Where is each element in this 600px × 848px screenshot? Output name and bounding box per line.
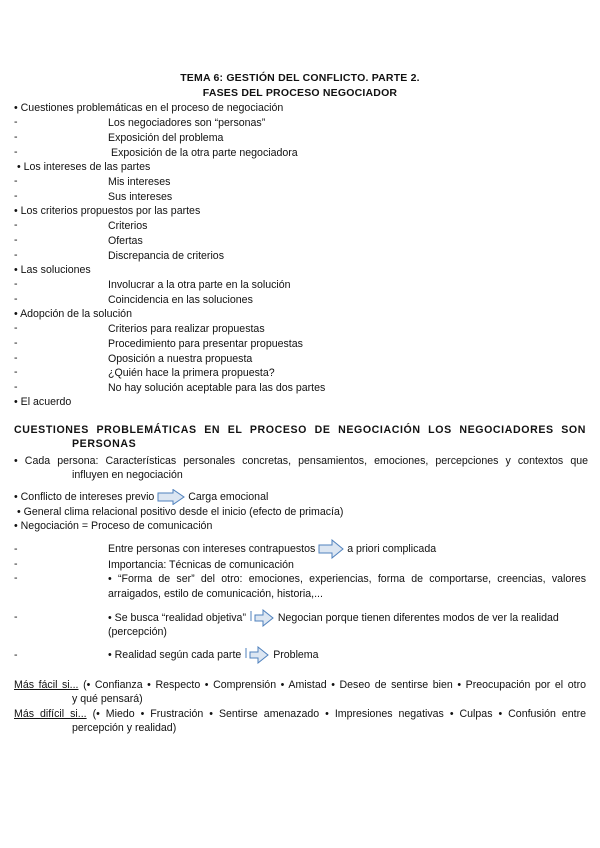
title-line-1: TEMA 6: GESTIÓN DEL CONFLICTO. PARTE 2. xyxy=(180,72,420,84)
cada-persona-line-1: • Cada persona: Características personales concretas, pensamientos, emociones, percepciones y contextos que xyxy=(14,455,588,467)
mas-dificil-label: Más difícil si... xyxy=(14,708,87,720)
mas-dificil-line-1 xyxy=(14,707,586,721)
outline-section-3: • Los criterios propuestos por las partes xyxy=(14,205,201,217)
conflicto-text: • Conflicto de intereses previo xyxy=(14,490,155,503)
outline-item: Los negociadores son “personas” xyxy=(108,117,266,129)
mas-facil-text: (• Confianza • Respecto • Comprensión • Amistad • Deseo de sentirse bien • Preocupación por el otro xyxy=(78,679,586,691)
dash: - xyxy=(14,293,18,305)
outline-item: Involucrar a la otra parte en la solución xyxy=(108,279,291,291)
dash: - xyxy=(14,219,18,231)
outline-item: Procedimiento para presentar propuestas xyxy=(108,338,303,350)
conflicto-line xyxy=(14,489,268,505)
realidad-segun-parte-line xyxy=(108,646,319,664)
right-arrow-icon xyxy=(318,539,344,559)
realidad-objetiva-line xyxy=(108,609,559,627)
dash: - xyxy=(14,278,18,290)
dash: - xyxy=(14,249,18,261)
negociacion-line: • Negociación = Proceso de comunicación xyxy=(14,520,213,532)
entre-personas-text: Entre personas con intereses contrapuestos xyxy=(108,542,316,555)
outline-section-6: • El acuerdo xyxy=(14,396,72,408)
outline-item: No hay solución aceptable para las dos partes xyxy=(108,382,326,394)
mas-facil-line-2: y qué pensará) xyxy=(72,693,143,705)
outline-item: Exposición de la otra parte negociadora xyxy=(111,147,298,159)
dash: - xyxy=(14,322,18,334)
right-arrow-icon xyxy=(249,609,275,627)
outline-item: Coincidencia en las soluciones xyxy=(108,294,253,306)
carga-emocional-text: Carga emocional xyxy=(188,490,269,503)
dash: - xyxy=(14,352,18,364)
realidad-objetiva-text: • Se busca “realidad objetiva” xyxy=(108,611,246,624)
outline-item: Criterios para realizar propuestas xyxy=(108,323,265,335)
title-line-2: FASES DEL PROCESO NEGOCIADOR xyxy=(202,87,398,99)
dash: - xyxy=(14,543,18,555)
importancia-line: Importancia: Técnicas de comunicación xyxy=(108,559,294,571)
dash: - xyxy=(14,116,18,128)
dash: - xyxy=(14,190,18,202)
section-heading-line-2: PERSONAS xyxy=(72,438,137,450)
entre-personas-line xyxy=(108,539,436,559)
outline-item: Discrepancia de criterios xyxy=(108,250,224,262)
right-arrow-icon xyxy=(244,646,270,664)
outline-section-4: • Las soluciones xyxy=(14,264,91,276)
outline-item: Ofertas xyxy=(108,235,143,247)
dash: - xyxy=(14,146,18,158)
problema-text: Problema xyxy=(273,648,319,661)
outline-item: Mis intereses xyxy=(108,176,171,188)
dash: - xyxy=(14,649,18,661)
dash: - xyxy=(14,572,18,584)
outline-section-2: • Los intereses de las partes xyxy=(17,161,151,173)
dash: - xyxy=(14,131,18,143)
dash: - xyxy=(14,558,18,570)
dash: - xyxy=(14,175,18,187)
mas-facil-label: Más fácil si... xyxy=(14,679,79,691)
outline-item: Exposición del problema xyxy=(108,132,224,144)
outline-item: Sus intereses xyxy=(108,191,173,203)
section-heading-line-1: CUESTIONES PROBLEMÁTICAS EN EL PROCESO DE NEGOCIACIÓN LOS NEGOCIADORES SON xyxy=(14,424,586,436)
mas-facil-line-1 xyxy=(14,678,586,692)
forma-de-ser-line-2: arraigados, estilo de comunicación, historia,... xyxy=(108,588,323,600)
clima-line: • General clima relacional positivo desde el inicio (efecto de primacía) xyxy=(17,506,344,518)
outline-item: Oposición a nuestra propuesta xyxy=(108,353,253,365)
a-priori-text: a priori complicada xyxy=(347,542,437,555)
mas-dificil-line-2: percepción y realidad) xyxy=(72,722,177,734)
negocian-text: Negocian porque tienen diferentes modos de ver la realidad xyxy=(277,611,559,624)
outline-section-5: • Adopción de la solución xyxy=(14,308,132,320)
dash: - xyxy=(14,611,18,623)
right-arrow-icon xyxy=(157,489,185,505)
realidad-segun-parte-text: • Realidad según cada parte xyxy=(108,648,242,661)
forma-de-ser-line-1: • “Forma de ser” del otro: emociones, experiencias, forma de comportarse, creencias, valores xyxy=(108,573,586,585)
dash: - xyxy=(14,381,18,393)
outline-item: ¿Quién hace la primera propuesta? xyxy=(108,367,275,379)
cada-persona-line-2: influyen en negociación xyxy=(72,469,183,481)
dash: - xyxy=(14,337,18,349)
outline-section-1: • Cuestiones problemáticas en el proceso de negociación xyxy=(14,102,284,114)
mas-dificil-text: (• Miedo • Frustración • Sentirse amenazado • Impresiones negativas • Culpas • Confusión entre xyxy=(86,708,586,720)
percepcion-line: (percepción) xyxy=(108,626,167,638)
outline-item: Criterios xyxy=(108,220,148,232)
dash: - xyxy=(14,234,18,246)
dash: - xyxy=(14,366,18,378)
